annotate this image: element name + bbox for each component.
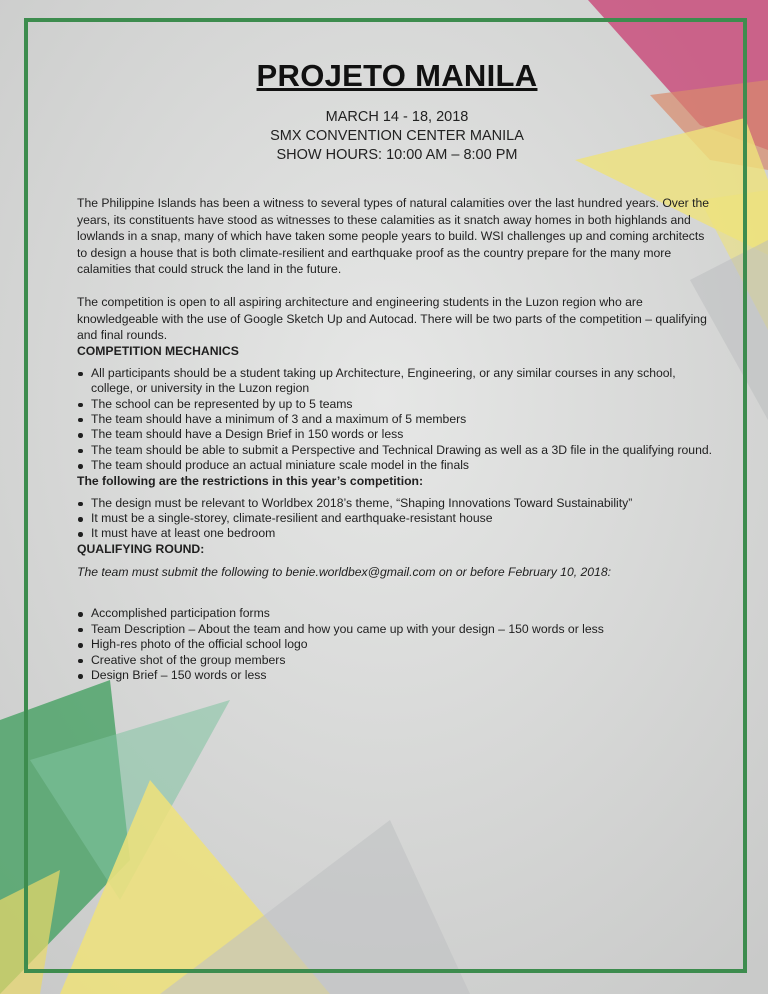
- restrictions-list: [77, 496, 717, 542]
- flyer-content: [77, 58, 717, 683]
- event-dates: MARCH 14 - 18, 2018: [325, 109, 469, 125]
- intro-paragraph: The Philippine Islands has been a witness to several types of natural calamities over the last hundred years. Over the years, its constituents have stood as witnesses to these calamities as it snatch away homes in both highlands and lowlands in a snap, many of which have taken some people years to build. WSI challenges up and coming architects to design a house that is both climate-resilient and earthquake proof as the country prepare for the many more calamities that could struck the land in the future.: [77, 196, 710, 277]
- list-item: The team should have a minimum of 3 and a maximum of 5 members: [77, 412, 717, 427]
- list-item: Creative shot of the group members: [77, 653, 717, 668]
- list-item: Design Brief – 150 words or less: [77, 668, 717, 683]
- list-item: The team should have a Design Brief in 150 words or less: [77, 427, 717, 442]
- submission-note: The team must submit the following to benie.worldbex@gmail.com on or before February 10, 2018:: [77, 564, 611, 579]
- list-item: The team should be able to submit a Perspective and Technical Drawing as well as a 3D file in the qualifying round.: [77, 443, 717, 458]
- list-item: The team should produce an actual miniature scale model in the finals: [77, 458, 717, 473]
- eligibility-paragraph: The competition is open to all aspiring architecture and engineering students in the Luzon region who are knowledgeable with the use of Google Sketch Up and Autocad. There will be two parts of the competition – qualifying and final rounds.: [77, 294, 707, 343]
- list-item: It must have at least one bedroom: [77, 526, 717, 541]
- list-item: Accomplished participation forms: [77, 606, 717, 621]
- list-item: All participants should be a student taking up Architecture, Engineering, or any similar courses in any school, college, or university in the Luzon region: [77, 366, 717, 397]
- mechanics-list: [77, 366, 717, 474]
- mechanics-heading: COMPETITION MECHANICS: [77, 343, 239, 358]
- event-hours: SHOW HOURS: 10:00 AM – 8:00 PM: [276, 147, 518, 163]
- list-item: The design must be relevant to Worldbex 2018’s theme, “Shaping Innovations Toward Sustainability”: [77, 496, 717, 511]
- event-details: [77, 108, 717, 165]
- page-title: PROJETO MANILA: [256, 58, 538, 93]
- event-venue: SMX CONVENTION CENTER MANILA: [270, 128, 524, 144]
- qualifying-heading: QUALIFYING ROUND:: [77, 541, 205, 556]
- list-item: High-res photo of the official school logo: [77, 637, 717, 652]
- qualifying-list: [77, 606, 717, 683]
- list-item: Team Description – About the team and how you came up with your design – 150 words or less: [77, 622, 717, 637]
- restrictions-heading: The following are the restrictions in this year’s competition:: [77, 473, 424, 488]
- list-item: It must be a single-storey, climate-resilient and earthquake-resistant house: [77, 511, 717, 526]
- list-item: The school can be represented by up to 5 teams: [77, 397, 717, 412]
